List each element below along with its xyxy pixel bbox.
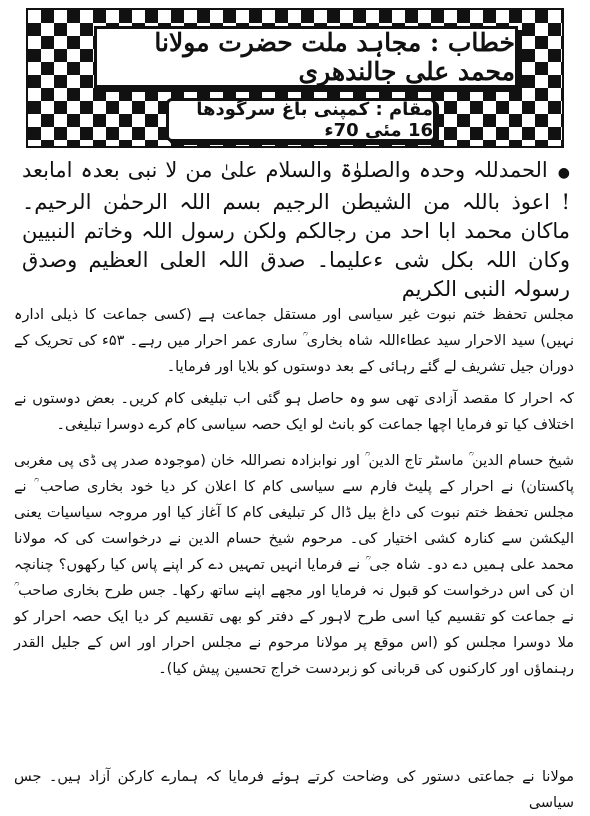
paragraph-1: مجلس تحفظ ختم نبوت غیر سیاسی اور مستقل جماعت ہے (کسی جماعت کا ذیلی ادارہ نہیں) سید الاحرار سید عطاءاللہ شاہ بخاری ؒ ساری عمر احرار میں رہے۔ ۵۳ء کی تحریک کے دوران جیل تشریف لے گئے رہائی کے بعد دوستوں کو بلایا اور فرمایا۔ <box>14 307 574 375</box>
venue-text: مقام : کمپنی باغ سرگودھا 16 مئی 70ء <box>196 99 433 141</box>
paragraph-3: شیخ حسام الدین ؒ ماسٹر تاج الدین ؒ اور نوابزادہ نصراللہ خان (موجودہ صدر پی ڈی پی مغربی پاکستان) نے احرار کے پلیٹ فارم سے سیاسی کام کا اعلان کر دیا خود بخاری صاحب ؒ نے مجلس تحفظ ختم نبوت کی داغ بیل ڈال کر تبلیغی کام کا آغاز کیا اور مروجہ سیاسیات یعنی الیکشن سے کنارہ کشی اختیار کی۔ مرحوم شیخ حسام الدین نے درخواست کی کہ مولانا محمد علی ہمیں دے دو۔ شاہ جی ؒ نے فرمایا انہیں تمہیں دے کر اپنے پاس کیا رکھوں؟ چنانچہ ان کی اس درخواست کو قبول نہ فرمایا اور مجھے اپنے ساتھ رکھا۔ جس طرح بخاری صاحب ؒ نے جماعت کو تقسیم کیا اسی طرح لاہور کے دفتر کو بھی تقسیم کر دیا ایک حصہ احرار کو ملا دوسرا مجلس کو (اس موقع پر مولانا مرحوم نے مجلس احرار اور اس کے جلیل القدر رہنماؤں اور کارکنوں کی قربانی کو زبردست خراج تحسین پیش کیا)۔ <box>14 453 574 677</box>
paragraph-2: کہ احرار کا مقصد آزادی تھی سو وہ حاصل ہو گئی اب تبلیغی کام کریں۔ بعض دوستوں نے اختلاف کیا تو فرمایا اچھا جماعت کو بانٹ لو ایک حصہ سیاسی کام کرے دوسرا تبلیغی۔ <box>14 391 574 433</box>
speech-title: خطاب : مجاہد ملت حضرت مولانا محمد علی جالندھری <box>154 28 515 86</box>
header-banner <box>26 8 564 148</box>
speech-title-box <box>94 26 518 88</box>
venue-box <box>166 98 436 142</box>
paragraph-4: مولانا نے جماعتی دستور کی وضاحت کرتے ہوئے فرمایا کہ ہمارے کارکن آزاد ہیں۔ جس سیاسی <box>14 769 574 811</box>
arabic-opening <box>22 156 570 304</box>
arabic-opening-text: الحمدللہ وحدہ والصلوٰۃ والسلام علیٰ من لا نبی بعدہ امابعد ! اعوذ باللہ من الشیطن الرجیم بسم اللہ الرحمٰن الرحیم۔ ماکان محمد ابا احد من رجالکم ولکن رسول اللہ وخاتم النبیین وکان اللہ بکل شی ءعلیما۔ صدق اللہ العلی العظیم وصدق رسولہ النبی الکریم <box>22 158 570 301</box>
bullet-icon: ● <box>557 165 570 181</box>
